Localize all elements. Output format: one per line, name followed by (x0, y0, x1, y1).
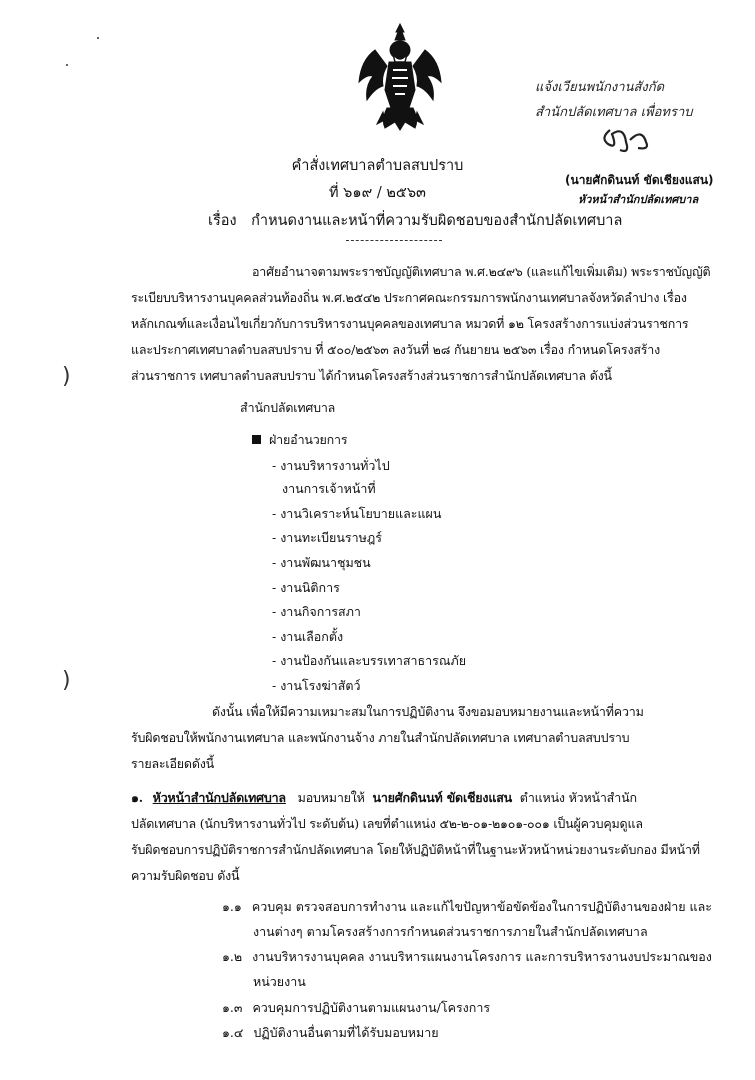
scan-speck (97, 37, 99, 39)
preamble-line: หลักเกณฑ์และเงื่อนไขเกี่ยวกับการบริหารงานบุคคลของเทศบาล หมวดที่ ๑๒ โครงสร้างการแบ่งส่วนราชการ (131, 316, 689, 331)
subitem-continuation: หน่วยงาน (253, 974, 306, 989)
handwritten-note-line1: แจ้งเวียนพนักงานสังกัด (535, 80, 665, 95)
margin-punch-mark: ) (62, 364, 71, 389)
task-item: - งานกิจการสภา (272, 604, 361, 619)
margin-punch-mark: ) (62, 668, 71, 693)
subitem: ๑.๑ ควบคุม ตรวจสอบการทำงาน และแก้ไขปัญหาข้อขัดข้องในการปฏิบัติงานของฝ่าย และ (222, 899, 712, 914)
square-bullet-icon (252, 435, 261, 444)
handwritten-note-line2: สำนักปลัดเทศบาล เพื่อทราบ (535, 105, 693, 120)
item1-heading: หัวหน้าสำนักปลัดเทศบาล (152, 790, 286, 805)
item1-line: รับผิดชอบการปฏิบัติราชการสำนักปลัดเทศบาล โดยให้ปฏิบัติหน้าที่ในฐานะหัวหน้าหน่วยงานระดับกอง มีหน้าที่ (131, 842, 700, 857)
task-item: - งานบริหารงานทั่วไป (272, 458, 390, 473)
subject-label: เรื่อง (208, 213, 237, 229)
assignment-line: ดังนั้น เพื่อให้มีความเหมาะสมในการปฏิบัติงาน จึงขอมอบหมายงานและหน้าที่ความ (212, 704, 644, 719)
order-number: ที่ ๖๑๙ / ๒๕๖๓ (329, 185, 426, 201)
preamble-line: ระเบียบบริหารงานบุคคลส่วนท้องถิ่น พ.ศ.๒๕๔๒ ประกาศคณะกรรมการพนักงานเทศบาลจังหวัดลำปาง เรื่อง (131, 290, 687, 305)
assignment-line: รายละเอียดดังนี้ (131, 756, 215, 771)
assignment-line: รับผิดชอบให้พนักงานเทศบาล และพนักงานจ้าง ภายในสำนักปลัดเทศบาล เทศบาลตำบลสบปราบ (131, 730, 630, 745)
section-heading: ฝ่ายอำนวยการ (252, 430, 347, 450)
item1-line: ปลัดเทศบาล (นักบริหารงานทั่วไป ระดับต้น) เลขที่ตำแหน่ง ๕๒-๒-๐๑-๒๑๐๑-๐๐๑ เป็นผู้ควบคุมดูแล (131, 816, 643, 831)
item1-line: ความรับผิดชอบ ดังนี้ (131, 868, 240, 883)
task-item: - งานทะเบียนราษฎร์ (272, 530, 382, 545)
task-item: - งานวิเคราะห์นโยบายและแผน (272, 506, 442, 521)
item1-number: ๑. (131, 790, 143, 805)
order-title: คำสั่งเทศบาลตำบลสบปราบ (291, 158, 464, 174)
garuda-emblem-icon (355, 20, 445, 135)
scan-speck (66, 64, 68, 66)
signer-name: (นายศักดินนท์ ขัดเชียงแสน) (565, 173, 714, 187)
task-item: - งานพัฒนาชุมชน (272, 555, 371, 570)
subitem: ๑.๒ งานบริหารงานบุคคล งานบริหารแผนงานโครงการ และการบริหารงานงบประมาณของ (222, 949, 712, 964)
order-subject (208, 209, 622, 232)
subitem: ๑.๔ ปฏิบัติงานอื่นตามที่ได้รับมอบหมาย (222, 1025, 439, 1040)
preamble-line: ส่วนราชการ เทศบาลตำบลสบปราบ ได้กำหนดโครงสร้างส่วนราชการสำนักปลัดเทศบาล ดังนี้ (131, 368, 612, 383)
task-item: - งานเลือกตั้ง (272, 629, 344, 644)
signer-position: หัวหน้าสำนักปลัดเทศบาล (578, 193, 699, 206)
task-item: - งานโรงฆ่าสัตว์ (272, 678, 361, 693)
subitem-continuation: งานต่างๆ ตามโครงสร้างการกำหนดส่วนราชการภายในสำนักปลัดเทศบาล (253, 924, 648, 939)
division-name: สำนักปลัดเทศบาล (240, 400, 336, 415)
item1-line1: ๑. หัวหน้าสำนักปลัดเทศบาล มอบหมายให้ นายศักดินนท์ ขัดเชียงแสน ตำแหน่ง หัวหน้าสำนัก (131, 790, 637, 805)
task-item: - งานนิติการ (272, 580, 340, 595)
subject-text: กำหนดงานและหน้าที่ความรับผิดชอบของสำนักปลัดเทศบาล (251, 213, 623, 229)
preamble-line: อาศัยอำนาจตามพระราชบัญญัติเทศบาล พ.ศ.๒๔๙๖ (และแก้ไขเพิ่มเติม) พระราชบัญญัติ (252, 264, 711, 279)
preamble-line: และประกาศเทศบาลตำบลสบปราบ ที่ ๕๐๐/๒๕๖๓ ลงวันที่ ๒๘ กันยายน ๒๕๖๓ เรื่อง กำหนดโครงสร้าง (131, 342, 661, 357)
task-item: งานการเจ้าหน้าที่ (282, 481, 376, 496)
subitem: ๑.๓ ควบคุมการปฏิบัติงานตามแผนงาน/โครงการ (222, 1000, 491, 1015)
task-item: - งานป้องกันและบรรเทาสาธารณภัย (272, 653, 467, 668)
title-divider (346, 240, 442, 241)
item1-person: นายศักดินนท์ ขัดเชียงแสน (372, 790, 512, 805)
